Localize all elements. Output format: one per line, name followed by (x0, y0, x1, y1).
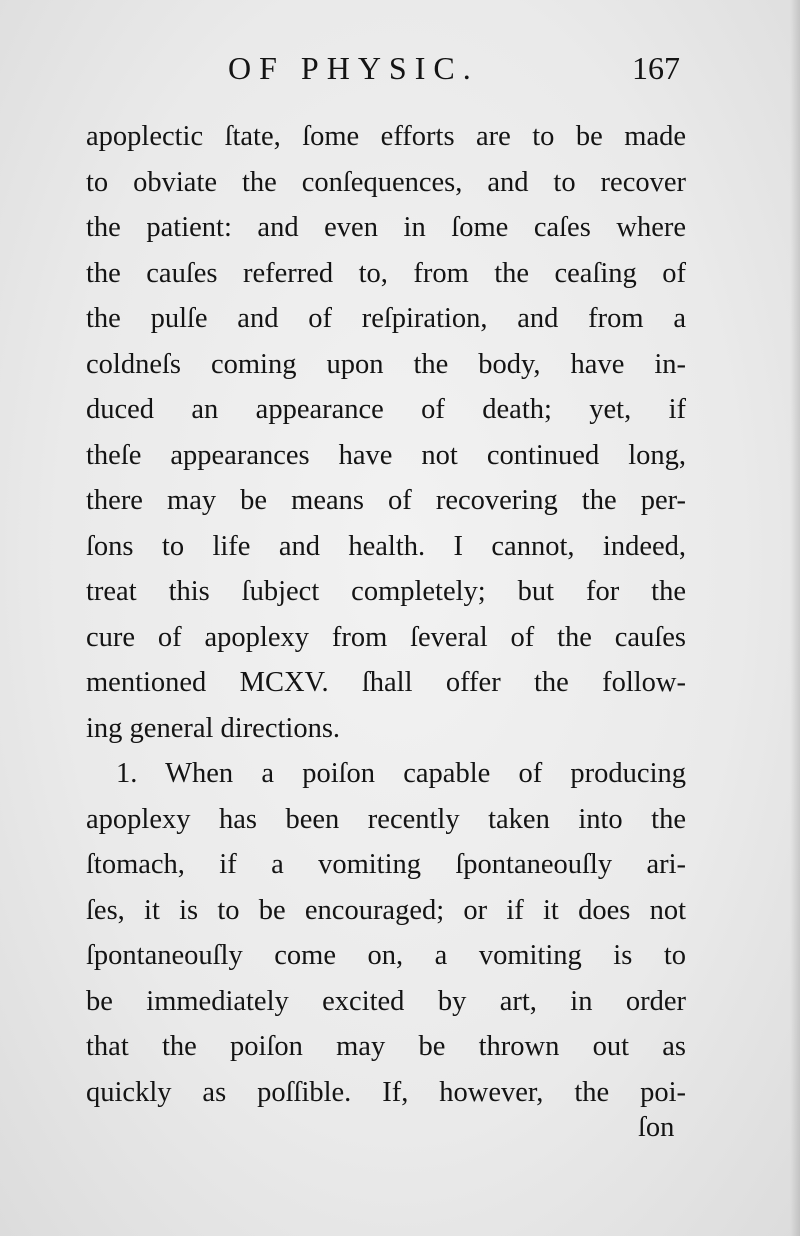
text-line: ſpontaneouſly come on, a vomiting is to (86, 940, 686, 971)
text-line: apoplectic ſtate, ſome efforts are to be made (86, 121, 686, 152)
text-line: the patient: and even in ſome caſes where (86, 212, 686, 243)
page-number: 167 (632, 50, 680, 86)
text-line: there may be means of recovering the per- (86, 485, 686, 516)
text-line: the pulſe and of reſpiration, and from a (86, 303, 686, 334)
text-line: coldneſs coming upon the body, have in- (86, 348, 686, 380)
text-line: 1. When a poiſon capable of producing (116, 758, 686, 789)
running-head: OF PHYSIC. (228, 50, 479, 86)
body-text (86, 114, 686, 1115)
text-line: that the poiſon may be thrown out as (86, 1031, 686, 1062)
text-line: the cauſes referred to, from the ceaſing of (86, 257, 686, 289)
text-line: duced an appearance of death; yet, if (86, 394, 686, 425)
text-line: theſe appearances have not continued long, (86, 439, 686, 471)
text-line: treat this ſubject completely; but for the (86, 576, 686, 607)
text-line: to obviate the conſequences, and to recover (86, 166, 686, 198)
text-line: mentioned MCXV. ſhall offer the follow- (86, 667, 686, 698)
text-line: quickly as poſſible. If, however, the poi- (86, 1076, 686, 1108)
text-line: cure of apoplexy from ſeveral of the cauſes (86, 621, 686, 653)
text-line: be immediately excited by art, in order (86, 985, 686, 1017)
page-edge-shadow (790, 0, 800, 1236)
text-line: ſons to life and health. I cannot, indeed, (86, 530, 686, 562)
text-line: ſes, it is to be encouraged; or if it does not (86, 894, 686, 926)
catchword: ſon (638, 1112, 675, 1143)
text-line: ſtomach, if a vomiting ſpontaneouſly ari- (86, 849, 686, 880)
text-line: apoplexy has been recently taken into the (86, 803, 686, 835)
text-line: ing general directions. (86, 712, 341, 744)
